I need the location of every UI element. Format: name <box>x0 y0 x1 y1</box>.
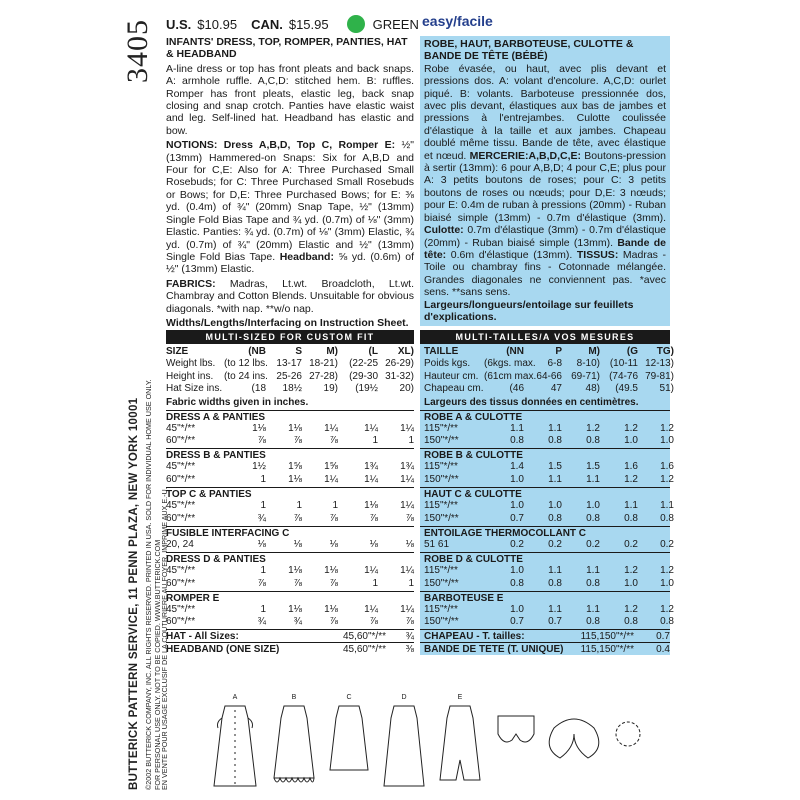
yardage-cell: 1¼ <box>364 565 378 577</box>
view-section-heading: DRESS D & PANTIES <box>166 552 414 565</box>
measurement-cell: 13-17 <box>276 358 302 370</box>
yardage-cell: 115"*/** <box>424 461 458 473</box>
desc-fr-text: Robe évasée, ou haut, avec plis devant et pressions dos. A: volant d'encolure. A,C,D: ourlet piqué. B: volants. Barboteuse pressionnée dos, avec plis devant, élastiques aux bas de jambes et pressions à l'entrejambes. Culotte coulissée d'élastique à la taille et aux jambes. Chapeau doublé même tissu. Bande de tête, avec élastique et nœud. <box>424 62 666 162</box>
view-section-heading: BARBOTEUSE E <box>420 591 670 604</box>
color-code-label: GREEN <box>372 16 419 32</box>
measurement-row <box>166 371 414 383</box>
measurement-row <box>420 383 674 395</box>
table-header-cell: M) <box>326 346 338 357</box>
yardage-cell: 115"*/** <box>424 422 458 434</box>
yardage-cell: 1.1 <box>548 473 562 485</box>
yardage-cell: 1.1 <box>548 565 562 577</box>
table-header-cell: TAILLE <box>424 346 459 357</box>
measurement-cell: 27-28) <box>309 370 338 382</box>
table-header-cell: (G <box>626 346 638 357</box>
yardage-cell: ⅞ <box>293 434 302 446</box>
yardage-cell: 150"*/** <box>424 577 459 589</box>
yardage-row <box>420 604 674 616</box>
yardage-cell: 0.8 <box>510 577 524 589</box>
view-section-heading: DRESS B & PANTIES <box>166 448 414 461</box>
culotte-text: 0.7m d'élastique (3mm) - 0.7m d'élastique (20mm) - Ruban biaisé simple (13mm). <box>424 224 666 249</box>
yardage-cell: 60"*/** <box>166 577 196 589</box>
yardage-cell: 1.0 <box>586 500 600 512</box>
measurement-cell: 25-26 <box>276 370 302 382</box>
yardage-cell: 0.7 <box>548 616 562 628</box>
difficulty-level: easy/facile <box>422 13 493 29</box>
measurement-cell: (29-30 <box>349 370 378 382</box>
mercerie-text: Boutons-pression à sertir (13mm): 6 pour A,B,D; 4 pour C,E; plus pour A: 3 petits boutons de roses; pour C: 3 petits boutons de roses ou nœuds; pour D,E: 3 nœuds; pour E: 0.4m de ruban à pressions (20mm) - Ruban biaisé simple (13mm) - 0.7m d'élastique (3mm). <box>424 149 666 224</box>
yardage-cell: ⅞ <box>293 512 302 524</box>
measurement-cell: 19) <box>323 383 338 395</box>
tissus-text: Madras - Toile ou chambray fins - Cotonnade mélangée. Grandes diagonales ne conviennent pas. *avec sens. **sans sens. <box>424 248 667 299</box>
yardage-row <box>420 616 674 628</box>
yardage-cell: 1¼ <box>400 473 414 485</box>
us-price: $10.95 <box>197 16 238 32</box>
yardage-cell: ⅞ <box>405 616 414 628</box>
view-section-heading: HAUT C & CULOTTE <box>420 487 670 500</box>
measurement-cell: 8-10) <box>576 358 600 370</box>
yardage-cell: 1 <box>332 500 338 512</box>
hat-width: 115,150"*/** <box>580 630 634 642</box>
copyright-line: ©2002 BUTTERICK COMPANY, INC. ALL RIGHTS RESERVED. PRINTED IN USA. SOLD FOR INDIVIDUAL HOME USE ONLY. <box>144 379 153 790</box>
yardage-row <box>166 461 414 473</box>
measurement-cell: 51) <box>659 383 674 395</box>
yardage-cell: 60"*/** <box>166 512 196 524</box>
yardage-cell: 45"*/** <box>166 604 196 616</box>
measurement-row <box>420 358 674 370</box>
yardage-cell: 1 <box>260 604 266 616</box>
yardage-row <box>420 422 674 435</box>
culotte-heading: Culotte: <box>424 224 464 237</box>
yardage-cell: 0.8 <box>548 577 562 589</box>
yardage-row <box>166 474 414 486</box>
table-title-bar: MULTI-SIZED FOR CUSTOM FIT <box>166 330 414 344</box>
view-section-heading: TOP C & PANTIES <box>166 487 414 500</box>
measurement-cell: (74-76 <box>609 370 638 382</box>
yardage-cell: 1.2 <box>660 422 674 434</box>
yardage-cell: ¾ <box>257 512 266 524</box>
yardage-cell: 1⅛ <box>364 500 378 512</box>
yardage-cell: 1⅛ <box>288 473 302 485</box>
yardage-cell: 0.7 <box>510 616 524 628</box>
view-section-heading: FUSIBLE INTERFACING C <box>166 526 414 539</box>
yardage-cell: 1½ <box>252 461 266 473</box>
yardage-cell: 1.5 <box>548 461 562 473</box>
widths-note-en: Widths/Lengths/Interfacing on Instruction Sheet. <box>166 316 409 329</box>
notions-en <box>166 139 414 275</box>
headband-width: 115,150"*/** <box>580 643 634 655</box>
yardage-cell: 20, 24 <box>166 538 194 550</box>
measurement-cell: (to 12 lbs. <box>224 358 268 370</box>
yardage-cell: 0.8 <box>586 434 600 446</box>
yardage-cell: ⅞ <box>257 577 266 589</box>
measurement-cell: 20) <box>399 383 414 395</box>
yardage-cell: ⅛ <box>329 538 338 550</box>
yardage-cell: 1.5 <box>586 461 600 473</box>
yardage-cell: 1.2 <box>624 604 638 616</box>
measurement-cell: (22-25 <box>349 358 378 370</box>
table-header-cell: M) <box>588 346 600 357</box>
us-label: U.S. <box>166 16 192 32</box>
hat-label: HAT - All Sizes: <box>166 630 239 642</box>
yardage-cell: 1¼ <box>400 604 414 616</box>
measurement-cell: 64-66 <box>536 370 562 382</box>
yardage-cell: 0.8 <box>586 577 600 589</box>
yardage-row <box>166 578 414 590</box>
yardage-row <box>420 461 674 473</box>
yardage-row <box>166 604 414 616</box>
yardage-cell: 1.2 <box>624 473 638 485</box>
can-label: CAN. <box>251 16 283 32</box>
yardage-cell: 0.2 <box>510 538 524 550</box>
yardage-cell: 150"*/** <box>424 434 459 446</box>
headband-label: HEADBAND (ONE SIZE) <box>166 643 280 655</box>
yardage-cell: 1⅛ <box>324 604 338 616</box>
description-fr <box>424 63 666 299</box>
widths-note-fr: Largeurs/longueurs/entoilage sur feuillets d'explications. <box>424 298 634 323</box>
publisher-address: BUTTERICK PATTERN SERVICE, 11 PENN PLAZA, NEW YORK 10001 <box>128 397 140 790</box>
yardage-cell: 1 <box>372 434 378 446</box>
view-section-heading: ROBE A & CULOTTE <box>420 410 670 423</box>
view-section-heading: ENTOILAGE THERMOCOLLANT C <box>420 526 670 539</box>
yardage-row <box>166 565 414 577</box>
yardage-cell: ⅛ <box>293 538 302 550</box>
yardage-cell: 1¾ <box>400 461 414 473</box>
yardage-cell: ⅞ <box>257 434 266 446</box>
measurement-cell: Hauteur cm. <box>424 370 479 382</box>
yardage-cell: 0.2 <box>624 538 638 550</box>
measurement-cell: (18 <box>251 383 266 395</box>
yardage-cell: 1.6 <box>660 461 674 473</box>
yardage-cell: 51 61 <box>424 538 450 550</box>
yardage-cell: 1¼ <box>324 473 338 485</box>
yardage-row <box>420 565 674 577</box>
table-header-cell: XL) <box>397 346 414 357</box>
yardage-row <box>420 577 674 590</box>
yardage-cell: 1.1 <box>586 565 600 577</box>
yardage-cell: 115"*/** <box>424 565 458 577</box>
yardage-cell: 45"*/** <box>166 500 196 512</box>
yardage-row <box>420 512 674 525</box>
measurement-cell: 18-21) <box>309 358 338 370</box>
yardage-cell: 1.0 <box>510 565 524 577</box>
yardage-cell: 60"*/** <box>166 473 196 485</box>
yardage-cell: 1.0 <box>624 434 638 446</box>
measurement-cell: Height ins. <box>166 370 214 382</box>
usage-line: FOR PERSONAL USE ONLY. NOT TO BE COPIED. WWW.BUTTERICK.COM <box>153 539 162 790</box>
hat-yardage: 0.7 <box>656 630 670 642</box>
english-description <box>166 36 414 329</box>
table-header-row <box>166 346 414 358</box>
yardage-row <box>166 513 414 525</box>
measurement-cell: (10-11 <box>609 358 638 370</box>
measurement-cell: 79-81) <box>645 370 674 382</box>
yardage-cell: 0.8 <box>624 512 638 524</box>
measurement-cell: Hat Size ins. <box>166 383 223 395</box>
yardage-cell: 1⅛ <box>288 422 302 434</box>
measurement-cell: Poids kgs. <box>424 358 471 370</box>
measurement-cell: (19½ <box>355 383 378 395</box>
yardage-cell: 1.2 <box>660 565 674 577</box>
yardage-cell: 1⅛ <box>324 565 338 577</box>
headband-row <box>166 642 414 655</box>
hat-label: CHAPEAU - T. tailles: <box>424 630 525 642</box>
measurement-cell: 26-29) <box>385 358 414 370</box>
yardage-cell: 1.2 <box>624 422 638 434</box>
measurement-cell: (61cm max. <box>484 370 537 382</box>
yardage-cell: 0.8 <box>660 512 674 524</box>
yardage-cell: 1.0 <box>510 604 524 616</box>
notions-text: ½" (13mm) Hammered-on Snaps: Six for A,B,D and Four for C,E: Also for A: Three Purchased Small Rosebuds; for C: Three Purchased Small Rosebuds or Bows; for D,E: Three Purchased Bows; for E: ⅜ yd. (0.4m) of ¾" (20mm) Snap Tape, ½" (13mm) Single Fold Bias Tape and ¾ yd. (0.7m) of ⅛" (3mm) Elastic. Panties: ¾ yd. (0.7m) of ⅛" (3mm) Elastic, ¾ yd. (0.7m) of ¾" (20mm) Elastic and ½" (13mm) Single Fold Bias Tape. <box>166 139 414 263</box>
yardage-cell: 45"*/** <box>166 565 196 577</box>
yardage-cell: 1¼ <box>324 422 338 434</box>
measurement-row <box>166 383 414 395</box>
yardage-row <box>166 435 414 447</box>
measurement-cell: 12-13) <box>645 358 674 370</box>
yardage-table-fr <box>420 330 674 655</box>
view-section-heading: ROBE B & CULOTTE <box>420 448 670 461</box>
yardage-cell: 1.1 <box>586 473 600 485</box>
yardage-cell: 0.2 <box>548 538 562 550</box>
yardage-cell: ⅞ <box>405 512 414 524</box>
yardage-cell: ¾ <box>257 616 266 628</box>
yardage-cell: 1.0 <box>510 500 524 512</box>
measurement-cell: Weight lbs. <box>166 358 216 370</box>
measurement-row <box>166 358 414 370</box>
yardage-cell: 1¼ <box>400 422 414 434</box>
yardage-cell: 1⅝ <box>288 461 302 473</box>
yardage-cell: 115"*/** <box>424 604 458 616</box>
bande-text: 0.6m d'élastique (13mm). <box>450 248 573 261</box>
yardage-row <box>420 538 674 551</box>
yardage-cell: 1¼ <box>364 604 378 616</box>
yardage-cell: 1¼ <box>364 422 378 434</box>
french-description <box>420 36 670 326</box>
measurement-cell: 18½ <box>282 383 302 395</box>
view-section-heading: ROBE D & CULOTTE <box>420 552 670 565</box>
notions-heading: NOTIONS: Dress A,B,D, Top C, Romper E: <box>166 139 396 152</box>
yardage-cell: 115"*/** <box>424 500 458 512</box>
yardage-cell: 150"*/** <box>424 616 459 628</box>
yardage-row <box>420 434 674 447</box>
headband-text: ⅝ yd. (0.6m) of ½" (13mm) Elastic. <box>166 250 415 276</box>
yardage-cell: 1.1 <box>548 422 562 434</box>
yardage-row <box>166 616 414 628</box>
yardage-cell: 1.1 <box>586 604 600 616</box>
yardage-row <box>166 539 414 551</box>
yardage-cell: 1 <box>372 577 378 589</box>
yardage-cell: 0.7 <box>510 512 524 524</box>
yardage-cell: 1.0 <box>624 577 638 589</box>
measurement-cell: (46 <box>509 383 524 395</box>
table-header-row <box>420 346 674 358</box>
headband-yardage: ⅜ <box>405 643 414 655</box>
yardage-cell: 150"*/** <box>424 473 459 485</box>
measurement-cell: (to 24 ins. <box>224 370 268 382</box>
measurement-cell: Chapeau cm. <box>424 383 484 395</box>
yardage-cell: 1¼ <box>364 473 378 485</box>
hat-width: 45,60"*/** <box>342 630 386 642</box>
usage-line-fr: EN VENTE POUR USAGE EXCLUSIF DE LA COUTURIERE AU FOYER. IMPRIME AUX E.-U. <box>160 487 169 790</box>
yardage-cell: 1 <box>296 500 302 512</box>
fabrics-en <box>166 278 414 315</box>
headband-width: 45,60"*/** <box>342 643 386 655</box>
view-section-heading: ROMPER E <box>166 591 414 604</box>
tissus-heading: TISSUS: <box>576 248 619 261</box>
yardage-cell: 1.6 <box>624 461 638 473</box>
table-header-cell: TG) <box>656 346 674 357</box>
yardage-cell: ¾ <box>293 616 302 628</box>
yardage-cell: 1⅛ <box>288 565 302 577</box>
yardage-cell: 150"*/** <box>424 512 459 524</box>
garment-sketches: A B C D E <box>210 694 670 790</box>
yardage-cell: 1¼ <box>400 565 414 577</box>
yardage-row <box>166 500 414 512</box>
color-code-dot <box>347 15 365 33</box>
hat-row <box>420 629 670 642</box>
yardage-cell: 1.1 <box>548 604 562 616</box>
yardage-cell: 0.8 <box>548 512 562 524</box>
yardage-cell: 1.2 <box>660 473 674 485</box>
table-header-cell: P <box>555 346 562 357</box>
yardage-cell: ⅞ <box>329 616 338 628</box>
yardage-cell: 1.1 <box>510 422 524 434</box>
yardage-cell: 45"*/** <box>166 422 196 434</box>
yardage-cell: 1.0 <box>548 500 562 512</box>
yardage-cell: 1¾ <box>364 461 378 473</box>
table-header-cell: (NB <box>248 346 266 357</box>
yardage-cell: 1.2 <box>624 565 638 577</box>
title-fr: ROBE, HAUT, BARBOTEUSE, CULOTTE & BANDE DE TÊTE (BÉBÉ) <box>424 38 634 63</box>
yardage-cell: 0.8 <box>586 512 600 524</box>
table-header-cell: (L <box>368 346 378 357</box>
yardage-cell: ⅞ <box>369 616 378 628</box>
headband-label: BANDE DE TETE (T. UNIQUE) <box>424 643 564 655</box>
hat-yardage: ¾ <box>405 630 414 642</box>
yardage-cell: ⅛ <box>405 538 414 550</box>
yardage-cell: 1.1 <box>624 500 638 512</box>
yardage-cell: 1.0 <box>510 473 524 485</box>
yardage-cell: 1.0 <box>660 434 674 446</box>
measurement-cell: (6kgs. max. <box>484 358 536 370</box>
yardage-cell: 0.8 <box>586 616 600 628</box>
yardage-cell: 0.8 <box>624 616 638 628</box>
yardage-cell: 1.4 <box>510 461 524 473</box>
hat-row <box>166 629 414 642</box>
yardage-cell: 1.1 <box>660 500 674 512</box>
headband-row <box>420 642 670 655</box>
yardage-cell: 1.2 <box>586 422 600 434</box>
yardage-cell: 1¼ <box>400 500 414 512</box>
yardage-cell: 1.2 <box>660 604 674 616</box>
yardage-cell: ⅞ <box>329 577 338 589</box>
measurement-row <box>420 370 674 383</box>
yardage-cell: 60"*/** <box>166 434 196 446</box>
fabrics-text: Madras, Lt.wt. Broadcloth, Lt.wt. Chambray and Cotton Blends. Unsuitable for obvious diagonals. *with nap. **w/o nap. <box>166 277 414 315</box>
yardage-cell: 0.2 <box>586 538 600 550</box>
yardage-cell: ⅛ <box>369 538 378 550</box>
fabric-width-note: Largeurs des tissus données en centimètres. <box>424 396 639 408</box>
table-header-cell: (NN <box>506 346 524 357</box>
title-en: INFANTS' DRESS, TOP, ROMPER, PANTIES, HAT & HEADBAND <box>166 36 408 61</box>
measurement-cell: 48) <box>585 383 600 395</box>
yardage-row <box>420 500 674 512</box>
measurement-cell: 31-32) <box>385 370 414 382</box>
yardage-table-en <box>166 330 414 655</box>
yardage-cell: 0.8 <box>510 434 524 446</box>
can-price: $15.95 <box>288 16 329 32</box>
yardage-row <box>166 423 414 435</box>
price-row <box>166 14 419 34</box>
yardage-cell: ⅞ <box>329 512 338 524</box>
yardage-cell: 1 <box>260 473 266 485</box>
yardage-cell: ⅞ <box>293 577 302 589</box>
yardage-cell: 0.8 <box>660 616 674 628</box>
mercerie-heading: MERCERIE:A,B,D,C,E: <box>469 149 582 162</box>
headband-yardage: 0.4 <box>656 643 670 655</box>
yardage-cell: 0.2 <box>660 538 674 550</box>
yardage-cell: ⅞ <box>329 434 338 446</box>
yardage-cell: 1 <box>260 565 266 577</box>
yardage-row <box>420 473 674 486</box>
bande-heading: Bande de tête: <box>424 236 666 261</box>
yardage-cell: 1⅛ <box>288 604 302 616</box>
yardage-cell: 45"*/** <box>166 461 196 473</box>
yardage-cell: 1 <box>408 577 414 589</box>
yardage-cell: 1⅝ <box>324 461 338 473</box>
table-header-cell: SIZE <box>166 346 189 357</box>
measurement-cell: 69-71) <box>571 370 600 382</box>
yardage-cell: 1 <box>260 500 266 512</box>
headband-heading: Headband: <box>279 250 334 263</box>
measurement-cell: 47 <box>550 383 562 395</box>
fabric-width-note: Fabric widths given in inches. <box>166 396 309 408</box>
description-en: A-line dress or top has front pleats and back snaps. A: armhole ruffle. A,C,D: stitched hem. B: ruffles. Romper has front pleats, elastic leg, back snap closing and snap crotch. Panties have elastic waist and leg. Self-lined hat. Headband has elastic and bow. <box>166 62 414 137</box>
yardage-cell: 1.0 <box>660 577 674 589</box>
measurement-cell: 6-8 <box>547 358 562 370</box>
table-header-cell: S <box>295 346 302 357</box>
yardage-cell: 0.8 <box>548 434 562 446</box>
table-title-bar: MULTI-TAILLES/A VOS MESURES <box>420 330 670 344</box>
fabrics-heading: FABRICS: <box>166 277 216 290</box>
yardage-cell: 1⅛ <box>252 422 266 434</box>
yardage-cell: 1 <box>408 434 414 446</box>
yardage-cell: ⅞ <box>369 512 378 524</box>
yardage-cell: ⅛ <box>257 538 266 550</box>
measurement-cell: (49.5 <box>615 383 638 395</box>
yardage-cell: 60"*/** <box>166 616 196 628</box>
pattern-number: 3405 <box>121 19 154 83</box>
view-section-heading: DRESS A & PANTIES <box>166 410 414 423</box>
